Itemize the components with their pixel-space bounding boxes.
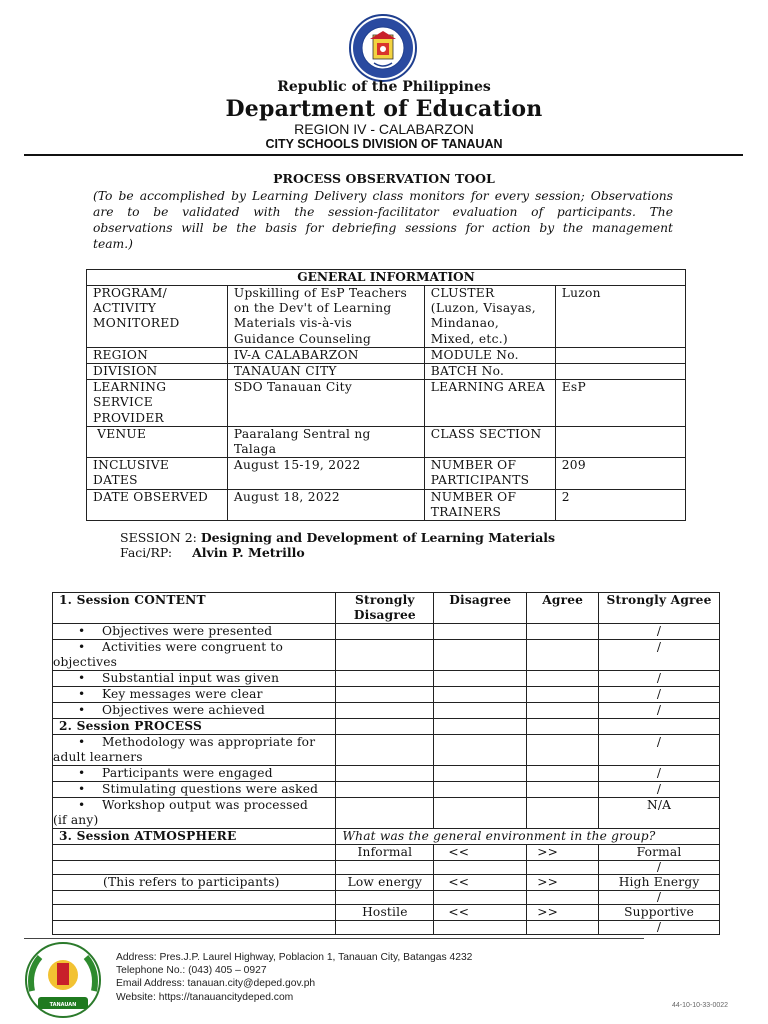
instruction-line: team.)	[93, 237, 133, 251]
info-line: EsP	[561, 380, 586, 395]
info-line: MONITORED	[93, 316, 180, 331]
rating-cell	[434, 766, 527, 782]
bullet-icon: •	[78, 798, 86, 812]
observation-row	[53, 687, 720, 703]
observation-row	[53, 624, 720, 640]
rating-cell	[336, 735, 434, 766]
observation-item	[53, 766, 336, 782]
scale-row	[53, 905, 720, 921]
rating-cell	[527, 703, 599, 719]
col-strongly-disagree: Strongly Disagree	[336, 593, 434, 624]
info-line: DIVISION	[93, 364, 158, 379]
bullet-icon: •	[78, 782, 86, 796]
item-text: Objectives were achieved	[102, 703, 265, 717]
footer-email: Email Address: tanauan.city@deped.gov.ph	[116, 978, 316, 990]
page-title: PROCESS OBSERVATION TOOL	[273, 171, 495, 186]
rating-cell	[527, 891, 599, 905]
session-title: Designing and Development of Learning Materials	[200, 530, 556, 545]
info-value	[555, 286, 685, 348]
info-label	[87, 458, 228, 489]
info-label	[424, 458, 555, 489]
scale-mark: /	[599, 861, 720, 875]
rating-cell	[434, 735, 527, 766]
observation-item	[53, 687, 336, 703]
observation-item	[53, 735, 336, 766]
info-label	[87, 347, 228, 363]
footer-telephone: Telephone No.: (043) 405 – 0927	[116, 965, 267, 977]
scale-right-arrow: >>	[527, 875, 599, 891]
info-label	[424, 347, 555, 363]
instruction-line: are to be validated with the session-facilitator evaluation of participants. The	[93, 205, 673, 219]
observation-item	[53, 703, 336, 719]
info-value	[555, 347, 685, 363]
observation-row	[53, 640, 720, 671]
general-info-row	[87, 364, 686, 380]
header-divider	[24, 154, 743, 156]
bullet-icon: •	[78, 766, 86, 780]
col-strongly-agree: Strongly Agree	[599, 593, 720, 624]
process-heading: 2. Session PROCESS	[53, 719, 336, 735]
rating-cell	[434, 703, 527, 719]
rating-cell	[336, 798, 434, 829]
info-label	[424, 426, 555, 457]
info-line: NUMBER OF	[430, 458, 517, 473]
scale-mark-row	[53, 891, 720, 905]
info-line: CLUSTER	[430, 286, 495, 300]
atmosphere-heading-row	[53, 829, 720, 845]
scale-mark-row	[53, 921, 720, 935]
info-line: LEARNING	[93, 380, 167, 395]
info-line: CLASS SECTION	[430, 426, 542, 441]
info-label	[424, 380, 555, 427]
region-line: REGION IV - CALABARZON	[294, 121, 474, 137]
info-value	[555, 380, 685, 427]
rating-cell	[527, 782, 599, 798]
strongly-agree-mark: /	[599, 671, 720, 687]
info-line: SERVICE	[93, 395, 153, 410]
info-line: Mindanao,	[430, 316, 500, 331]
info-value	[227, 286, 424, 348]
info-line: TANAUAN CITY	[233, 364, 337, 379]
info-value	[555, 458, 685, 489]
info-line: 2	[561, 489, 570, 504]
section-heading-row	[53, 719, 720, 735]
rating-cell	[434, 798, 527, 829]
strongly-agree-mark: /	[599, 687, 720, 703]
observation-row	[53, 735, 720, 766]
info-line: DATES	[93, 473, 138, 488]
deped-seal	[348, 13, 418, 83]
rating-cell	[336, 782, 434, 798]
item-text-cont: objectives	[53, 655, 118, 669]
info-line: INCLUSIVE	[93, 458, 170, 473]
instructions	[93, 188, 673, 252]
info-label	[87, 380, 228, 427]
observation-row	[53, 671, 720, 687]
scale-right-arrow: >>	[527, 905, 599, 921]
info-label	[87, 426, 228, 457]
col-disagree: Disagree	[434, 593, 527, 624]
strongly-agree-mark: /	[599, 640, 720, 671]
rating-cell	[336, 687, 434, 703]
scale-high: Formal	[599, 845, 720, 861]
observation-item	[53, 782, 336, 798]
info-line: IV-A CALABARZON	[233, 347, 359, 362]
bullet-icon: •	[78, 687, 86, 701]
info-line: Paaralang Sentral ng	[233, 426, 371, 441]
info-line: REGION	[93, 347, 149, 362]
faci-line	[120, 545, 305, 560]
instruction-line: observations will be the basis for debriefing sessions for action by the management	[93, 221, 673, 235]
item-text-cont: adult learners	[53, 750, 143, 764]
info-line: Upskilling of EsP Teachers	[233, 286, 408, 300]
info-value	[227, 489, 424, 520]
strongly-agree-mark: /	[599, 735, 720, 766]
general-info-heading: GENERAL INFORMATION	[87, 270, 686, 286]
info-line: Materials vis-à-vis	[233, 316, 353, 331]
rating-cell	[434, 687, 527, 703]
rating-cell	[53, 891, 336, 905]
scale-row	[53, 875, 720, 891]
scale-high: High Energy	[599, 875, 720, 891]
rating-cell	[434, 719, 527, 735]
footer-divider	[24, 938, 644, 939]
info-line: LEARNING AREA	[430, 380, 546, 395]
rating-cell	[336, 671, 434, 687]
info-value	[555, 364, 685, 380]
observation-item	[53, 624, 336, 640]
rating-cell	[527, 798, 599, 829]
rating-cell	[527, 671, 599, 687]
observation-row	[53, 782, 720, 798]
rating-cell	[336, 766, 434, 782]
info-line: DATE OBSERVED	[93, 489, 209, 504]
scale-right-arrow: >>	[527, 845, 599, 861]
content-heading: 1. Session CONTENT	[53, 593, 336, 624]
observation-row	[53, 798, 720, 829]
faci-name: Alvin P. Metrillo	[192, 545, 305, 560]
rating-cell	[336, 719, 434, 735]
info-line: PROVIDER	[93, 410, 165, 425]
col-agree: Agree	[527, 593, 599, 624]
footer-contact	[116, 951, 472, 1004]
scale-left-arrow: <<	[434, 845, 527, 861]
rating-cell	[434, 861, 527, 875]
general-info-row	[87, 286, 686, 348]
scale-note: (This refers to participants)	[53, 875, 336, 891]
info-line: Talaga	[233, 442, 277, 457]
info-label	[87, 489, 228, 520]
rating-cell	[434, 891, 527, 905]
item-text: Workshop output was processed	[102, 798, 309, 812]
info-line: TRAINERS	[430, 504, 502, 519]
rating-cell	[336, 891, 434, 905]
info-label	[87, 286, 228, 348]
rating-cell	[336, 921, 434, 935]
info-line: August 15-19, 2022	[233, 458, 361, 473]
rating-cell	[527, 687, 599, 703]
department-name: Department of Education	[225, 96, 543, 122]
rating-cell	[336, 624, 434, 640]
item-text: Methodology was appropriate for	[102, 735, 316, 749]
strongly-agree-mark: /	[599, 766, 720, 782]
observation-item	[53, 798, 336, 829]
info-line: August 18, 2022	[233, 489, 340, 504]
scale-left-arrow: <<	[434, 905, 527, 921]
scale-high: Supportive	[599, 905, 720, 921]
general-info-row	[87, 347, 686, 363]
bullet-icon: •	[78, 735, 86, 749]
atmosphere-heading: 3. Session ATMOSPHERE	[53, 829, 336, 845]
item-text: Substantial input was given	[102, 671, 280, 685]
bullet-icon: •	[78, 671, 86, 685]
scale-low: Low energy	[336, 875, 434, 891]
general-info-table	[86, 269, 686, 521]
scale-low: Informal	[336, 845, 434, 861]
rating-cell	[53, 861, 336, 875]
info-label	[424, 364, 555, 380]
item-text: Objectives were presented	[102, 624, 273, 638]
strongly-agree-mark: /	[599, 703, 720, 719]
strongly-agree-mark: /	[599, 782, 720, 798]
info-line: Guidance Counseling	[233, 331, 372, 346]
info-line: PARTICIPANTS	[430, 473, 530, 488]
atmosphere-question: What was the general environment in the group?	[336, 829, 720, 845]
rating-cell	[434, 921, 527, 935]
info-line: on the Dev't of Learning	[233, 301, 392, 316]
observation-row	[53, 703, 720, 719]
info-line: NUMBER OF	[430, 489, 517, 504]
info-line: ACTIVITY	[93, 301, 157, 316]
scale-note	[53, 845, 336, 861]
rating-cell	[434, 624, 527, 640]
footer-address: Address: Pres.J.P. Laurel Highway, Poblacion 1, Tanauan City, Batangas 4232	[116, 952, 473, 963]
rating-cell	[527, 640, 599, 671]
info-line: MODULE No.	[430, 347, 519, 362]
session-label: SESSION 2:	[120, 530, 197, 545]
footer-website: Website: https://tanauancitydeped.com	[116, 991, 294, 1003]
session-line	[120, 530, 555, 545]
scale-mark: /	[599, 921, 720, 935]
svg-text:TANAUAN: TANAUAN	[49, 1002, 77, 1008]
info-label	[424, 489, 555, 520]
rating-cell	[53, 921, 336, 935]
scale-note	[53, 905, 336, 921]
item-text: Activities were congruent to	[102, 640, 284, 654]
info-line: Mixed, etc.)	[430, 331, 508, 346]
strongly-agree-mark: /	[599, 624, 720, 640]
rating-cell	[336, 640, 434, 671]
republic-line: Republic of the Philippines	[277, 79, 491, 95]
info-line: Luzon	[561, 286, 601, 300]
rating-cell	[527, 719, 599, 735]
info-value	[227, 458, 424, 489]
rating-cell	[434, 671, 527, 687]
scale-mark-row	[53, 861, 720, 875]
rating-cell	[527, 735, 599, 766]
item-text: Key messages were clear	[102, 687, 263, 701]
rating-cell	[434, 640, 527, 671]
bullet-icon: •	[78, 703, 86, 717]
rating-cell	[527, 624, 599, 640]
rating-cell	[336, 703, 434, 719]
info-value	[227, 426, 424, 457]
observation-table	[52, 592, 720, 935]
info-label	[424, 286, 555, 348]
info-label	[87, 364, 228, 380]
faci-label: Faci/RP:	[120, 545, 173, 560]
division-line: CITY SCHOOLS DIVISION OF TANAUAN	[265, 137, 503, 151]
info-line: (Luzon, Visayas,	[430, 301, 536, 316]
rating-cell	[599, 719, 720, 735]
division-logo	[24, 941, 102, 1019]
scale-low: Hostile	[336, 905, 434, 921]
observation-item	[53, 671, 336, 687]
general-info-row	[87, 426, 686, 457]
item-text: Stimulating questions were asked	[102, 782, 319, 796]
scale-row	[53, 845, 720, 861]
general-info-row	[87, 489, 686, 520]
rating-cell	[527, 921, 599, 935]
general-info-row	[87, 458, 686, 489]
info-line: BATCH No.	[430, 364, 505, 379]
info-line: 209	[561, 458, 586, 473]
instruction-line: (To be accomplished by Learning Delivery class monitors for every session; Observations	[93, 189, 673, 203]
info-value	[227, 380, 424, 427]
rating-cell	[336, 861, 434, 875]
bullet-icon: •	[78, 624, 86, 638]
doc-code: 44-10-10-33-0022	[672, 1002, 729, 1009]
info-value	[227, 364, 424, 380]
general-info-row	[87, 380, 686, 427]
rating-cell	[527, 861, 599, 875]
item-text: Participants were engaged	[102, 766, 273, 780]
info-line: PROGRAM/	[93, 286, 168, 300]
observation-row	[53, 766, 720, 782]
info-value	[555, 489, 685, 520]
info-value	[227, 347, 424, 363]
scale-left-arrow: <<	[434, 875, 527, 891]
rating-cell	[434, 782, 527, 798]
info-line: SDO Tanauan City	[233, 380, 353, 395]
rating-cell	[527, 766, 599, 782]
item-text-cont: (if any)	[53, 813, 99, 827]
strongly-agree-mark: N/A	[599, 798, 720, 829]
info-value	[555, 426, 685, 457]
observation-item	[53, 640, 336, 671]
info-line: VENUE	[93, 426, 147, 441]
bullet-icon: •	[78, 640, 86, 654]
scale-mark: /	[599, 891, 720, 905]
